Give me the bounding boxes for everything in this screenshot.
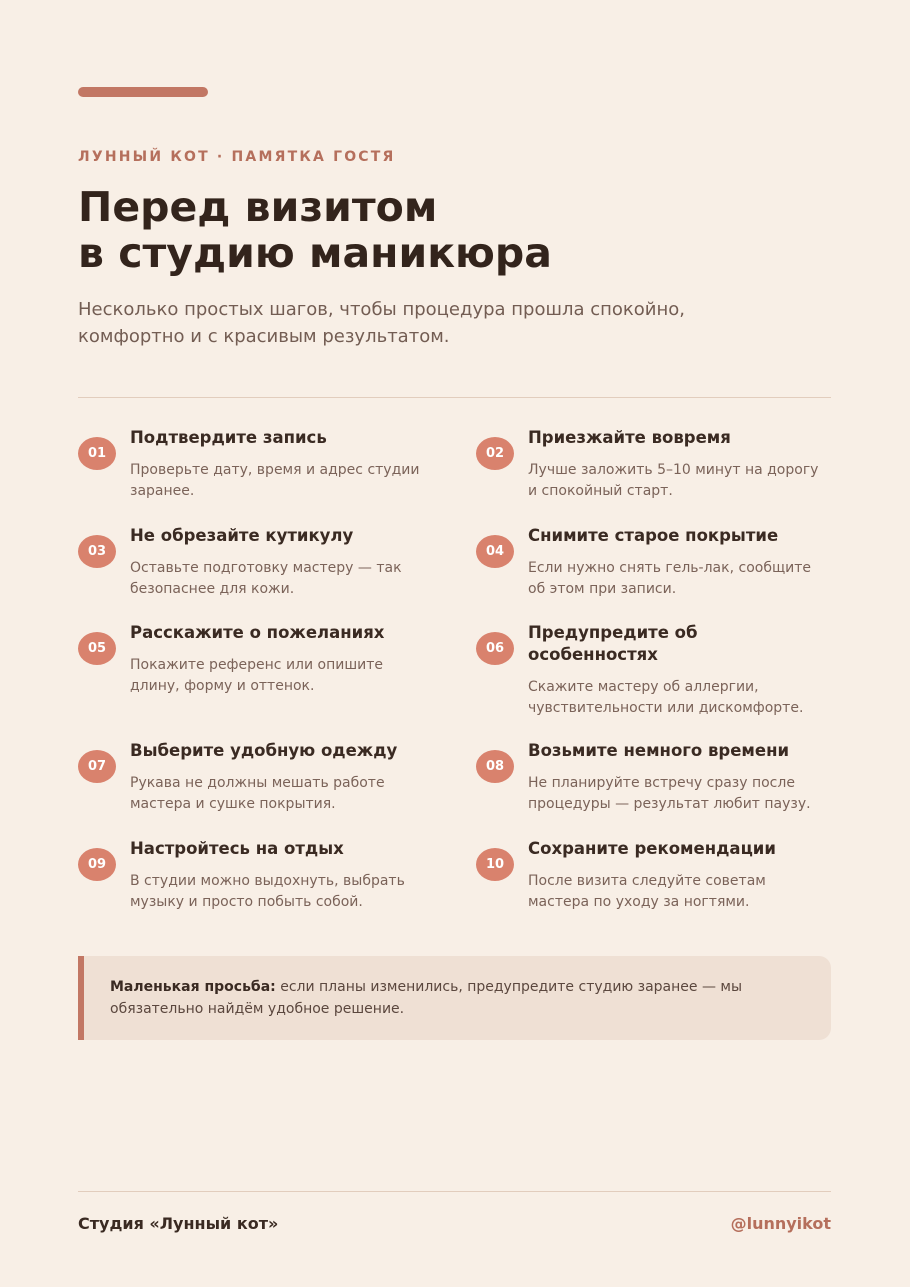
step-text: После визита следуйте советам мастера по уходу за ногтями. [528,873,766,910]
footer-social-handle: @lunnyikot [730,1214,831,1233]
step-text: В студии можно выдохнуть, выбрать музыку и просто побыть собой. [130,873,405,910]
step-title: Снимите старое покрытие [528,526,779,545]
step-number-badge: 10 [476,848,514,881]
divider-top [78,397,831,398]
step-number-badge: 09 [78,848,116,881]
step-text: Скажите мастеру об аллергии, чувствительности или дискомфорте. [528,679,804,716]
page-title [78,184,552,276]
step-number-badge: 07 [78,750,116,783]
step-title: Предупредите об особенностях [528,623,698,664]
step-title: Возьмите немного времени [528,741,790,760]
step-text: Покажите референс или опишите длину, форму и оттенок. [130,657,384,694]
footer-studio-name: Студия «Лунный кот» [78,1214,279,1233]
step-text: Проверьте дату, время и адрес студии заранее. [130,462,420,499]
page-subtitle: Несколько простых шагов, чтобы процедура прошла спокойно, комфортно и с красивым результатом. [78,299,685,347]
step-title: Сохраните рекомендации [528,839,776,858]
step-text: Оставьте подготовку мастеру — так безопаснее для кожи. [130,560,402,597]
step-text: Рукава не должны мешать работе мастера и сушке покрытия. [130,775,385,812]
step-title: Не обрезайте кутикулу [130,526,354,545]
accent-bar [78,87,208,97]
step-title: Настройтесь на отдых [130,839,344,858]
step-number-badge: 05 [78,632,116,665]
page-title-line-1: Перед визитом [78,183,438,231]
step-number-badge: 04 [476,535,514,568]
step-number-badge: 03 [78,535,116,568]
step-text: Лучше заложить 5–10 минут на дорогу и спокойный старт. [528,462,819,499]
request-note-text: если планы изменились, предупредите студию заранее — мы обязательно найдём удобное решение. [110,979,743,1017]
step-text: Не планируйте встречу сразу после процедуры — результат любит паузу. [528,775,811,812]
step-title: Расскажите о пожеланиях [130,623,385,642]
step-number-badge: 01 [78,437,116,470]
step-number-badge: 08 [476,750,514,783]
step-title: Приезжайте вовремя [528,428,731,447]
step-text: Если нужно снять гель-лак, сообщите об этом при записи. [528,560,812,597]
divider-bottom [78,1191,831,1192]
page-title-line-2: в студию маникюра [78,229,552,277]
step-title: Выберите удобную одежду [130,741,398,760]
request-note [78,956,831,1040]
step-title: Подтвердите запись [130,428,327,447]
step-number-badge: 06 [476,632,514,665]
step-number-badge: 02 [476,437,514,470]
request-note-label: Маленькая просьба: [110,979,276,995]
eyebrow-label: ЛУННЫЙ КОТ · ПАМЯТКА ГОСТЯ [78,149,396,165]
